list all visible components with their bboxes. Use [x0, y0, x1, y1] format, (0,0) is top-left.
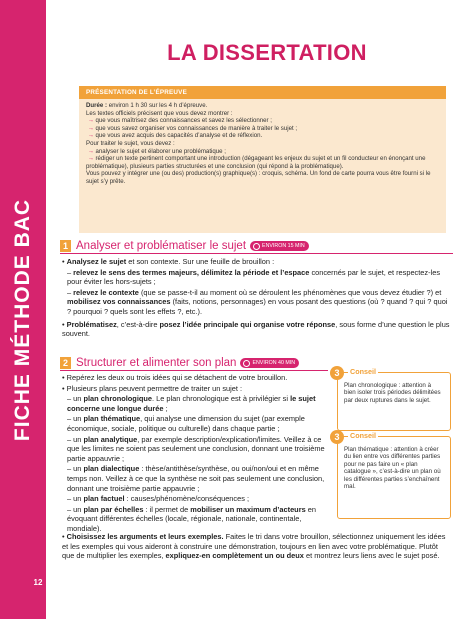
conseil-title: Conseil: [350, 431, 376, 440]
plan-item: – un plan analytique, par exemple description/explication/limites. Veillez à ce que les limites ne soient pas seulement une conclusion, donnant une troisième partie appauvrie ;: [67, 434, 325, 463]
s1-list-item: – relevez le contexte (que se passe-t-il au moment où se déroulent les phénomènes que vous devez étudier ?) et mobilisez vos connaissances (faits, notions, personnages) en vous posant des questions (où ? quand ? qui ? quoi ? pourquoi ? quels sont les effets ?, etc.).: [67, 287, 448, 316]
arrow-icon: →: [87, 147, 94, 155]
presentation-box: [79, 86, 446, 233]
section-2-title: Structurer et alimenter son plan: [76, 357, 237, 369]
clock-icon: [243, 360, 250, 367]
plan-item: – un plan dialectique : thèse/antithèse/synthèse, ou oui/non/oui et en même temps non. Veillez à ce que la synthèse ne soit pas seulement une conclusion, donnant une troisième partie appauvrie ;: [67, 464, 325, 493]
section-1-content: [62, 257, 450, 340]
arrow-icon: →: [87, 155, 94, 163]
textes-intro: Les textes officiels précisent que vous devez montrer :: [86, 109, 233, 117]
clock-icon: [253, 243, 260, 250]
duration-badge: ENVIRON 15 MIN: [250, 241, 309, 251]
presentation-body: [79, 99, 446, 186]
conseil-icon: 3: [330, 366, 344, 380]
presentation-header: PRÉSENTATION DE L’ÉPREUVE: [79, 86, 446, 99]
section-2-content: [62, 373, 325, 535]
texte-item: → que vous avez acquis des capacités d’analyse et de réflexion.: [87, 132, 263, 140]
traiter-item: → rédiger un texte pertinent comportant une introduction (dégageant les enjeux du sujet et un fil conducteur en énonçant une problématique), plusieurs parties structurées et une conclusion (qui répond à la problématique).: [86, 155, 426, 170]
duree-label: Durée :: [86, 102, 107, 109]
section-divider: [60, 370, 328, 371]
s2-paragraph: • Repérez les deux ou trois idées qui se détachent de votre brouillon.: [62, 373, 288, 382]
traiter-intro: Pour traiter le sujet, vous devez :: [86, 139, 175, 147]
duree-text: environ 1 h 30 sur les 4 h d’épreuve.: [107, 102, 208, 109]
section-2-closing: [62, 532, 450, 562]
conseil-text: Plan thématique : attention à créer du lien entre vos différentes parties pour ne pas faire un « plan catalogue », c’est-à-dire un plan où les différentes parties s’enchaînent mal.: [344, 446, 441, 491]
plan-item: – un plan chronologique. Le plan chronologique est à privilégier si le sujet concerne une longue durée ;: [67, 394, 316, 413]
s2-paragraph: • Choisissez les arguments et leurs exemples. Faites le tri dans votre brouillon, sélectionnez uniquement les idées et les exemples qui vous aideront à construire une démonstration, toujours en lien avec votre problématique. Plutôt que de multiplier les exemples, expliquez-en complètement un ou deux et montrez leurs liens avec le sujet posé.: [62, 532, 446, 561]
plan-item: – un plan par échelles : il permet de mobiliser un maximum d’acteurs en évoquant différentes échelles (locale, régionale, nationale, continentale, mondiale).: [67, 504, 316, 533]
page-number: 12: [33, 578, 43, 587]
texte-item: → que vous savez organiser vos connaissances de manière à traiter le sujet ;: [87, 124, 298, 132]
conseil-box: [334, 367, 451, 431]
conseil-icon: 3: [330, 430, 344, 444]
section-1-heading: [60, 240, 309, 252]
sidebar-label: FICHE MÉTHODE BAC: [11, 198, 34, 442]
section-2-heading: [60, 357, 299, 369]
s1-paragraph: • Analysez le sujet et son contexte. Sur une feuille de brouillon :: [62, 257, 275, 266]
section-number-badge: 1: [60, 240, 71, 252]
arrow-icon: →: [87, 132, 94, 140]
section-1-title: Analyser et problématiser le sujet: [76, 240, 247, 252]
s1-list-item: – relevez le sens des termes majeurs, délimitez la période et l’espace concernés par le sujet, et respectez-les pour éviter les hors-sujets ;: [67, 267, 441, 287]
plan-item: – un plan factuel : causes/phénomène/conséquences ;: [67, 494, 250, 504]
conseil-box: [334, 431, 451, 519]
arrow-icon: →: [87, 117, 94, 125]
duration-badge: ENVIRON 40 MIN: [240, 358, 299, 368]
presentation-closing: Vous pouvez y intégrer une (ou des) production(s) graphique(s) : croquis, schéma. Un fond de carte pourra vous être fourni si le sujet s’y prête.: [86, 170, 431, 185]
section-number-badge: 2: [60, 357, 71, 369]
traiter-item: → analyser le sujet et élaborer une problématique ;: [87, 147, 226, 155]
conseil-text: Plan chronologique : attention à bien isoler trois périodes délimitées par deux ruptures dans le sujet.: [344, 382, 441, 404]
sidebar: [0, 0, 46, 619]
conseil-title: Conseil: [350, 367, 376, 376]
s2-paragraph: • Plusieurs plans peuvent permettre de traiter un sujet :: [62, 383, 243, 393]
page-title: LA DISSERTATION: [167, 40, 367, 65]
s1-paragraph: • Problématisez, c’est-à-dire posez l’idée principale qui organise votre réponse, sous forme d’une question le plus souvent.: [62, 319, 450, 339]
plan-item: – un plan thématique, qui analyse une dimension du sujet (par exemple économique, sociale, politique ou culturelle) dans chaque partie ;: [67, 414, 305, 433]
duree-line: [86, 102, 439, 110]
texte-item: → que vous maîtrisez des connaissances et savez les sélectionner ;: [87, 117, 272, 125]
section-divider: [60, 253, 453, 254]
arrow-icon: →: [87, 124, 94, 132]
